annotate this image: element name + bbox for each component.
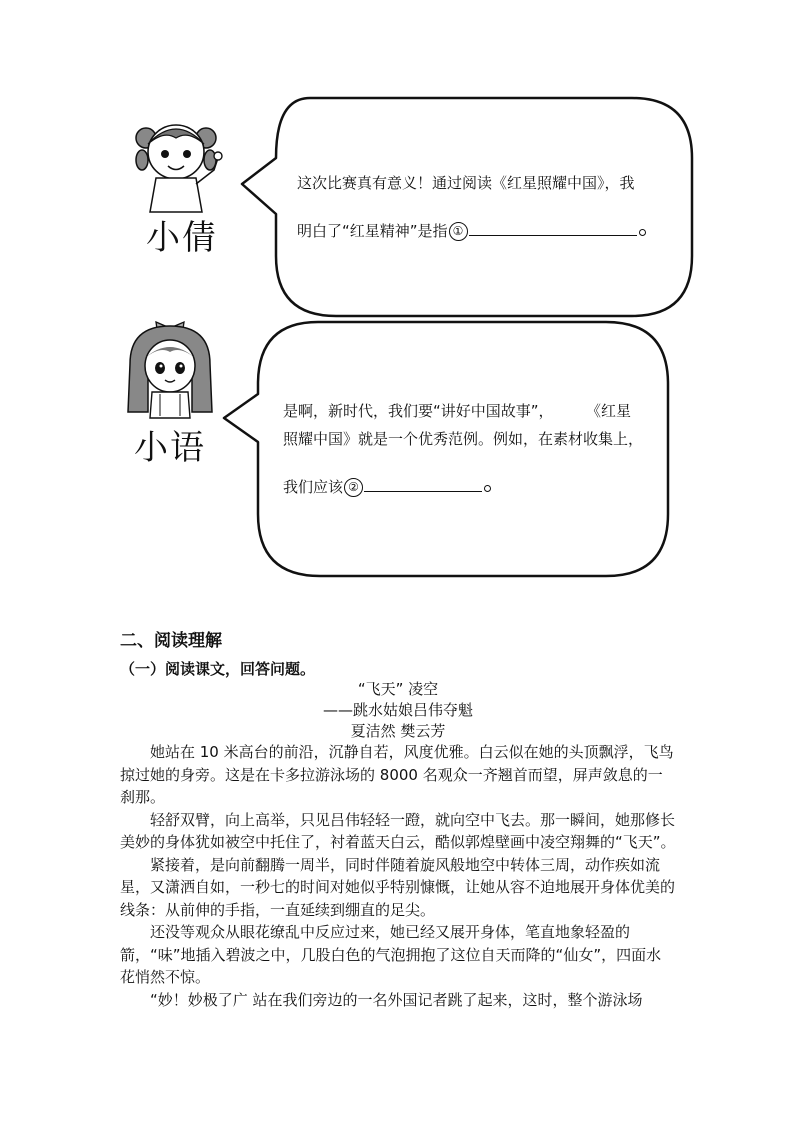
bubble-2-line-3-text: 我们应该 xyxy=(283,478,344,496)
answer-blank-2[interactable] xyxy=(364,477,482,492)
bubble-1-line-1: 这次比赛真有意义！通过阅读《红星照耀中国》，我 xyxy=(297,174,635,192)
article-body xyxy=(120,741,676,1011)
speaker-name-xiaoyu: 小语 xyxy=(134,428,206,468)
bubble-2-line-1-book: 《红星 xyxy=(593,402,632,420)
girl-xiaoqian-illustration xyxy=(128,108,228,218)
bubble-2-line-1 xyxy=(283,400,631,421)
blank-number-2: ② xyxy=(344,478,363,497)
article-paragraph: 她站在 10 米高台的前沿，沉静自若，风度优雅。白云似在她的头顶飘浮，飞鸟掠过她的身旁。这是在卡多拉游泳场的 8000 名观众一齐翘首而望，屏声敛息的一刹那。 xyxy=(120,743,674,806)
article-paragraph: “妙！妙极了广 站在我们旁边的一名外国记者跳了起来，这时，整个游泳场 xyxy=(150,990,643,1009)
bubble-1-line-2-text: 明白了“红星精神”是指 xyxy=(297,222,448,240)
girl-xiaoyu-illustration xyxy=(120,316,220,420)
section-heading: 二、阅读理解 xyxy=(120,631,222,651)
article-subtitle: ——跳水姑娘吕伟夺魁 xyxy=(322,701,473,719)
bubble-2-line-3 xyxy=(283,476,491,497)
blank-number-1: ① xyxy=(449,222,468,241)
answer-blank-1[interactable] xyxy=(469,221,637,236)
bubble-2-line-1-text: 是啊，新时代，我们要“讲好中国故事”， xyxy=(283,402,554,420)
section-subheading: （一）阅读课文，回答问题。 xyxy=(120,660,316,678)
speech-bubble-2 xyxy=(222,320,672,580)
bubble-2-line-2: 照耀中国》就是一个优秀范例。例如，在素材收集上， xyxy=(283,430,644,448)
article-paragraph: 轻舒双臂，向上高举，只见吕伟轻轻一蹬，就向空中飞去。那一瞬间，她那修长美妙的身体犹如被空中托住了，衬着蓝天白云，酷似郭煌壁画中凌空翔舞的“飞天”。 xyxy=(120,810,676,851)
bubble-1-line-2 xyxy=(297,220,646,241)
period-mark xyxy=(484,485,491,492)
speaker-name-xiaoqian: 小倩 xyxy=(146,218,218,258)
speech-bubble-1 xyxy=(240,96,695,320)
article-paragraph: 紧接着，是向前翻腾一周半，同时伴随着旋风般地空中转体三周，动作疾如流星，又潇洒自如，一秒七的时间对她似乎特别慷慨，让她从容不迫地展开身体优美的线条：从前伸的手指，一直延续到绷直的足尖。 xyxy=(120,855,676,919)
article-authors: 夏洁然 樊云芳 xyxy=(350,722,446,740)
period-mark xyxy=(639,229,646,236)
article-paragraph: 还没等观众从眼花缭乱中反应过来，她已经又展开身体，笔直地象轻盈的箭，“味”地插入碧波之中，几股白色的气泡拥抱了这位自天而降的“仙女”，四面水花悄然不惊。 xyxy=(120,923,662,986)
article-title: “飞天” 凌空 xyxy=(357,680,439,698)
